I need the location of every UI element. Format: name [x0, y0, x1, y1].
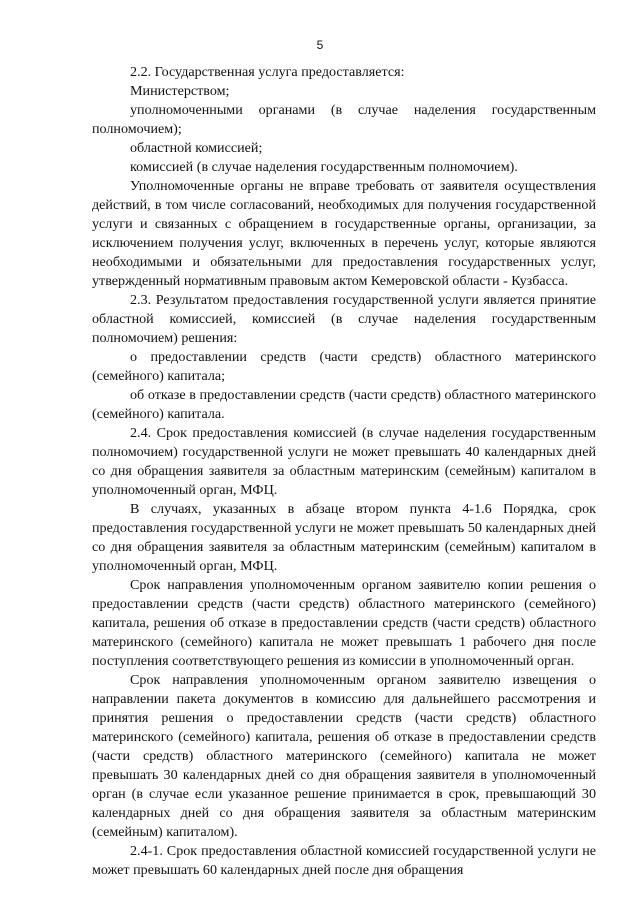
paragraph-2-3: 2.3. Результатом предоставления государственной услуги является принятие областной комиссией, комиссией (в случае наделения государственным полномочием) решения:: [92, 292, 596, 346]
list-item-ministry: Министерством;: [130, 83, 230, 99]
list-item-regional-commission: областной комиссией;: [130, 140, 263, 156]
list-item-grant-decision: о предоставлении средств (части средств) областного материнского (семейного) капитала;: [92, 349, 596, 384]
paragraph-2-4-1: 2.4-1. Срок предоставления областной комиссией государственной услуги не может превышать 60 календарных дней после дня обращения: [92, 843, 596, 878]
paragraph-cases-4-1-6: В случаях, указанных в абзаце втором пункта 4-1.6 Порядка, срок предоставления государственной услуги не может превышать 50 календарных дней со дня обращения заявителя за областным материнским (семейным) капиталом в уполномоченный орган, МФЦ.: [92, 501, 596, 574]
paragraph-2-4: 2.4. Срок предоставления комиссией (в случае наделения государственным полномочием) государственной услуги не может превышать 40 календарных дней со дня обращения заявителя за областным материнским (семейным) капиталом в уполномоченный орган, МФЦ.: [92, 425, 596, 498]
document-body: [92, 63, 596, 880]
paragraph-notice-term: Срок направления уполномоченным органом заявителю извещения о направлении пакета документов в комиссию для дальнейшего рассмотрения и принятия решения о предоставлении средств (части средств) областного материнского (семейного) капитала, решения об отказе в предоставлении средств (части средств) областного материнского (семейного) капитала не может превышать 30 календарных дней со дня обращения заявителя в уполномоченный орган (в случае если указанное решение принимается в срок, превышающий 30 календарных дней со дня обращения заявителя за областным материнским (семейным) капиталом).: [92, 672, 596, 840]
list-item-authorized-bodies: уполномоченными органами (в случае наделения государственным полномочием);: [92, 102, 596, 137]
page-number: 5: [316, 38, 324, 52]
paragraph-2-2: 2.2. Государственная услуга предоставляется:: [130, 64, 405, 80]
paragraph-authorized-bodies: Уполномоченные органы не вправе требовать от заявителя осуществления действий, в том числе согласований, необходимых для получения государственной услуги и связанных с обращением в государственные органы, организации, за исключением получения услуг, включенных в перечень услуг, которые являются необходимыми и обязательными для предоставления государственных услуг, утвержденный нормативным правовым актом Кемеровской области - Кузбасса.: [92, 178, 596, 289]
paragraph-decision-copy-term: Срок направления уполномоченным органом заявителю копии решения о предоставлении средств (части средств) областного материнского (семейного) капитала, решения об отказе в предоставлении средств (части средств) областного материнского (семейного) капитала не может превышать 1 рабочего дня после поступления соответствующего решения из комиссии в уполномоченный орган.: [92, 577, 596, 669]
list-item-commission: комиссией (в случае наделения государственным полномочием).: [130, 159, 518, 175]
list-item-refusal-decision: об отказе в предоставлении средств (части средств) областного материнского (семейного) капитала.: [92, 387, 596, 422]
